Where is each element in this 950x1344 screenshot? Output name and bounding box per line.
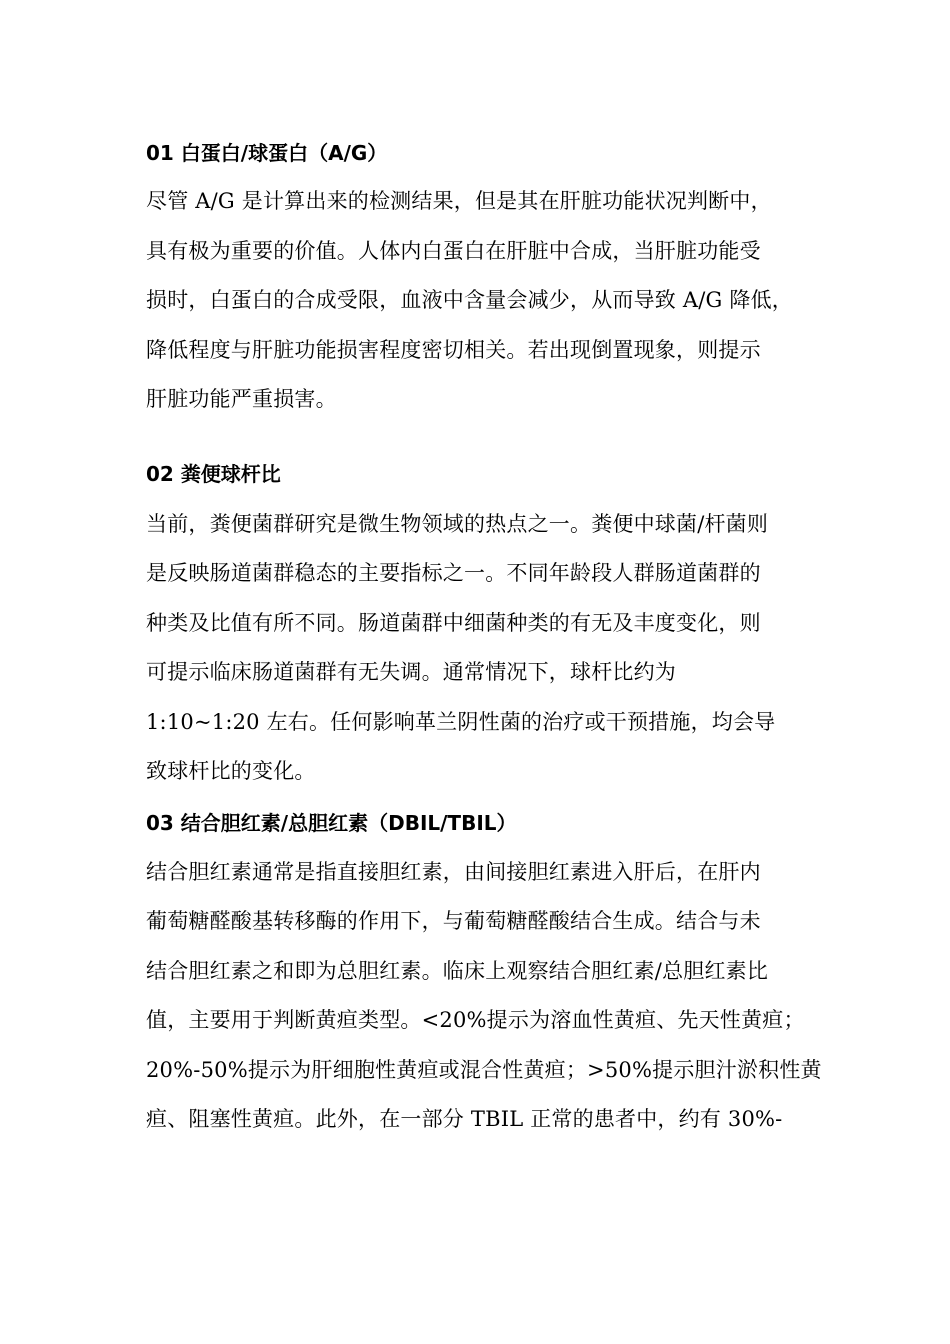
paragraph-line: 结合胆红素通常是指直接胆红素，由间接胆红素进入肝后，在肝内	[146, 860, 761, 884]
paragraph-line: 疸、阻塞性黄疸。此外，在一部分 TBIL 正常的患者中，约有 30%-	[146, 1107, 783, 1131]
paragraph-line: 尽管 A/G 是计算出来的检测结果，但是其在肝脏功能状况判断中，	[146, 189, 772, 213]
paragraph-line: 当前，粪便菌群研究是微生物领域的热点之一。粪便中球菌/杆菌则	[146, 512, 769, 536]
section-heading-ag-ratio: 01 白蛋白/球蛋白（A/G）	[146, 141, 388, 165]
section-heading-stool-ratio: 02 粪便球杆比	[146, 462, 281, 486]
paragraph-line: 是反映肠道菌群稳态的主要指标之一。不同年龄段人群肠道菌群的	[146, 561, 761, 585]
paragraph-line: 值，主要用于判断黄疸类型。<20%提示为溶血性黄疸、先天性黄疸；	[146, 1008, 805, 1032]
paragraph-line: 具有极为重要的价值。人体内白蛋白在肝脏中合成，当肝脏功能受	[146, 239, 761, 263]
paragraph-line: 种类及比值有所不同。肠道菌群中细菌种类的有无及丰度变化，则	[146, 611, 761, 635]
paragraph-line: 1:10~1:20 左右。任何影响革兰阴性菌的治疗或干预措施，均会导	[146, 710, 776, 734]
paragraph-line: 肝脏功能严重损害。	[146, 387, 337, 411]
paragraph-line: 降低程度与肝脏功能损害程度密切相关。若出现倒置现象，则提示	[146, 338, 761, 362]
paragraph-line: 葡萄糖醛酸基转移酶的作用下，与葡萄糖醛酸结合生成。结合与未	[146, 909, 761, 933]
paragraph-line: 结合胆红素之和即为总胆红素。临床上观察结合胆红素/总胆红素比	[146, 959, 769, 983]
paragraph-line: 致球杆比的变化。	[146, 759, 316, 783]
section-heading-bilirubin-ratio: 03 结合胆红素/总胆红素（DBIL/TBIL）	[146, 811, 517, 835]
paragraph-line: 20%-50%提示为肝细胞性黄疸或混合性黄疸；>50%提示胆汁淤积性黄	[146, 1058, 822, 1082]
paragraph-line: 可提示临床肠道菌群有无失调。通常情况下，球杆比约为	[146, 660, 676, 684]
paragraph-line: 损时，白蛋白的合成受限，血液中含量会减少，从而导致 A/G 降低，	[146, 288, 793, 312]
